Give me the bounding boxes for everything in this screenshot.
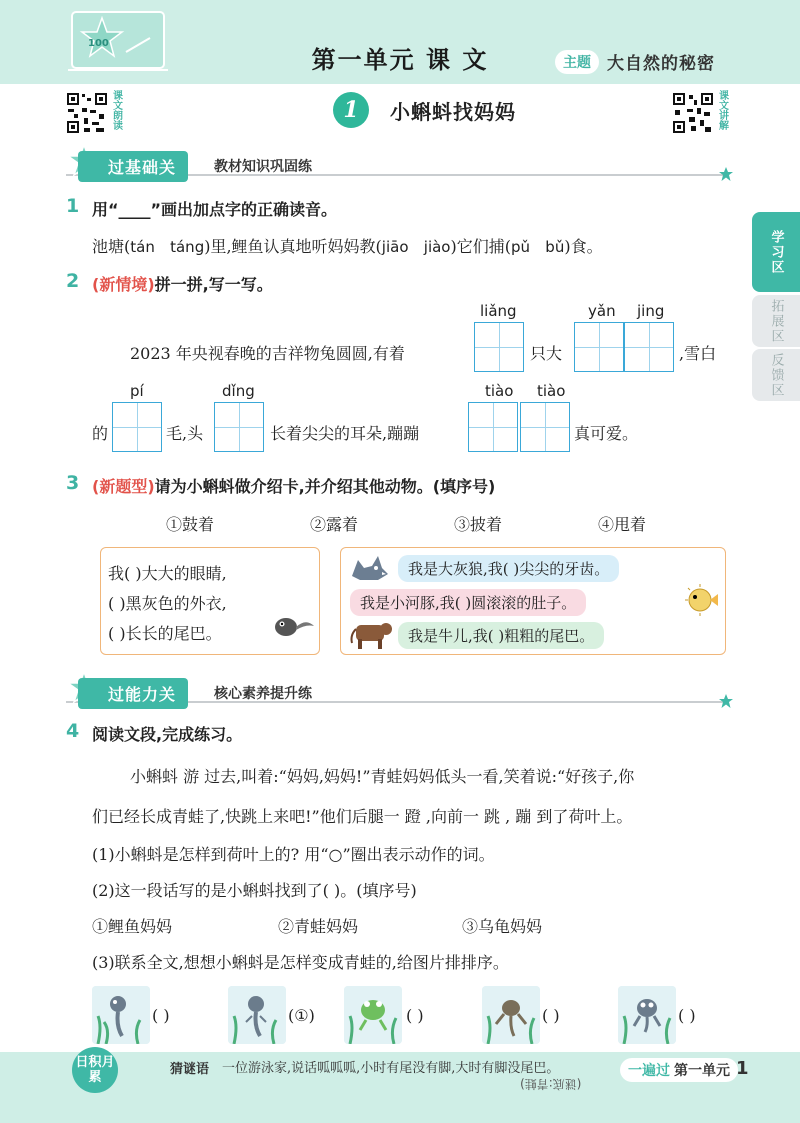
q2-text: 只大 [530, 344, 563, 363]
tadpole-stage-image [618, 986, 676, 1044]
card-line: ( )长长的尾巴。 [108, 624, 222, 643]
question-tag-and-prompt [92, 272, 273, 295]
star-icon [718, 693, 734, 709]
writing-grid-box[interactable] [214, 402, 264, 452]
pinyin-label: dǐng [222, 382, 255, 400]
brand-pill [620, 1058, 738, 1082]
pinyin-option[interactable]: bǔ [545, 238, 565, 256]
question-number: 1 [66, 195, 80, 217]
question-tag-and-prompt [92, 474, 495, 497]
question-prompt: 拼一拼,写一写。 [154, 275, 273, 294]
tadpole-legs-stage-image [482, 986, 540, 1044]
theme-text: 大自然的秘密 [607, 54, 715, 74]
speech-bubble: 我是小河豚,我( )圆滚滚的肚子。 [350, 589, 586, 616]
riddle-text: 一位游泳家,说话呱呱呱,小时有尾没有脚,大时有脚没尾巴。 [222, 1061, 560, 1076]
card-line: ( )黑灰色的外衣, [108, 594, 227, 613]
qr-code-icon[interactable] [66, 92, 108, 134]
tadpole-stage-image [92, 986, 150, 1044]
pinyin-label: jing [637, 302, 665, 320]
q1-text: 池塘( [92, 237, 131, 256]
brand-name: 一遍过 [628, 1063, 670, 1079]
q2-text: ,雪白 [679, 344, 717, 363]
pinyin-option[interactable]: tán [130, 238, 155, 256]
lesson-title: 小蝌蚪找妈妈 [390, 100, 516, 124]
question-number: 2 [66, 270, 80, 292]
order-blank[interactable]: ( ) [406, 1006, 424, 1025]
order-blank[interactable]: (①) [288, 1006, 315, 1025]
side-tab-feedback[interactable]: 反馈区 [752, 349, 800, 401]
choice: ①鲤鱼妈妈 [92, 917, 173, 936]
pinyin-option[interactable]: jiāo [381, 238, 409, 256]
order-blank[interactable]: ( ) [542, 1006, 560, 1025]
pinyin-option[interactable]: jiào [423, 238, 451, 256]
writing-grid-box[interactable] [468, 402, 518, 452]
order-blank[interactable]: ( ) [152, 1006, 170, 1025]
writing-grid-box[interactable] [112, 402, 162, 452]
q2-text: 的 [92, 424, 109, 443]
choice: ③乌龟妈妈 [462, 917, 543, 936]
speech-bubble: 我是牛儿,我( )粗粗的尾巴。 [398, 622, 604, 649]
section-subtitle-ability: 核心素养提升练 [214, 686, 312, 702]
page-number: 1 [736, 1058, 749, 1079]
option: ③披着 [454, 515, 503, 534]
qr-right-label: 课文讲解 [719, 91, 729, 132]
sub-question: (1)小蝌蚪是怎样到荷叶上的? 用“○”圈出表示动作的词。 [92, 845, 495, 864]
question-tag: (新情境) [92, 275, 155, 294]
riddle-answer: (谜底:青蛙) [520, 1077, 582, 1091]
theme-label: 主题 [555, 50, 599, 74]
q2-text: 2023 年央视春晚的吉祥物兔圆圆,有着 [130, 344, 405, 363]
q2-text: 长着尖尖的耳朵,蹦蹦 [270, 424, 420, 443]
order-blank[interactable]: ( ) [678, 1006, 696, 1025]
q1-text: )它们捕( [450, 237, 511, 256]
option: ④甩着 [598, 515, 647, 534]
card-line: 我( )大大的眼睛, [108, 564, 227, 583]
wolf-icon [348, 552, 392, 584]
pinyin-label: pí [130, 382, 144, 400]
writing-grid-box[interactable] [520, 402, 570, 452]
pinyin-label: yǎn [588, 302, 616, 320]
q2-text: 毛,头 [166, 424, 204, 443]
tadpole-stage-image [228, 986, 286, 1044]
froglet-stage-image [344, 986, 402, 1044]
cow-icon [348, 617, 394, 651]
speech-bubble: 我是大灰狼,我( )尖尖的牙齿。 [398, 555, 619, 582]
side-tab-extend[interactable]: 拓展区 [752, 295, 800, 347]
section-tag-basic: 过基础关 [78, 151, 188, 182]
option: ①鼓着 [166, 515, 215, 534]
pinyin-label: liǎng [480, 302, 517, 320]
reading-paragraph-line: 们已经长成青蛙了,快跳上来吧!”他们后腿一 蹬 ,向前一 跳 , 蹦 到了荷叶上。 [92, 807, 633, 826]
section-subtitle-basic: 教材知识巩固练 [214, 159, 312, 175]
lesson-number: 1 [333, 92, 369, 128]
q1-sentence [92, 234, 603, 257]
sub-question: (2)这一段话写的是小蝌蚪找到了( )。(填序号) [92, 881, 417, 900]
unit-title: 第一单元 课 文 [311, 46, 489, 74]
question-prompt: 用“____”画出加点字的正确读音。 [92, 200, 338, 219]
question-prompt: 请为小蝌蚪做介绍卡,并介绍其他动物。(填序号) [154, 477, 496, 496]
qr-left-label: 课文朗读 [113, 91, 123, 132]
sub-question: (3)联系全文,想想小蝌蚪是怎样变成青蛙的,给图片排排序。 [92, 953, 509, 972]
tadpole-icon [272, 612, 316, 642]
q1-text: )食。 [564, 237, 603, 256]
question-number: 3 [66, 472, 80, 494]
pinyin-label: tiào [485, 382, 514, 400]
theme-group [555, 49, 715, 74]
option: ②露着 [310, 515, 359, 534]
riddle-label: 猜谜语 [170, 1062, 210, 1077]
q2-text: 真可爱。 [574, 424, 639, 443]
reading-paragraph-line: 小蝌蚪 游 过去,叫着:“妈妈,妈妈!”青蛙妈妈低头一看,笑着说:“好孩子,你 [130, 767, 635, 786]
pinyin-label: tiào [537, 382, 566, 400]
writing-grid-box[interactable] [574, 322, 624, 372]
daily-badge: 日积月累 [72, 1047, 118, 1093]
side-tab-study[interactable]: 学习区 [752, 212, 800, 292]
q1-text: )里,鲤鱼认真地听妈妈教( [204, 237, 382, 256]
section-tag-ability: 过能力关 [78, 678, 188, 709]
question-prompt: 阅读文段,完成练习。 [92, 725, 243, 744]
choice: ②青蛙妈妈 [278, 917, 359, 936]
writing-grid-box[interactable] [474, 322, 524, 372]
qr-code-icon[interactable] [672, 92, 714, 134]
pufferfish-icon [684, 584, 720, 616]
mascot-badge: 100 [88, 38, 109, 49]
question-number: 4 [66, 720, 80, 742]
pinyin-option[interactable]: táng [170, 238, 205, 256]
question-tag: (新题型) [92, 477, 155, 496]
footer-unit: 第一单元 [674, 1063, 730, 1079]
pinyin-option[interactable]: pǔ [511, 238, 531, 256]
star-icon [718, 166, 734, 182]
writing-grid-box[interactable] [624, 322, 674, 372]
